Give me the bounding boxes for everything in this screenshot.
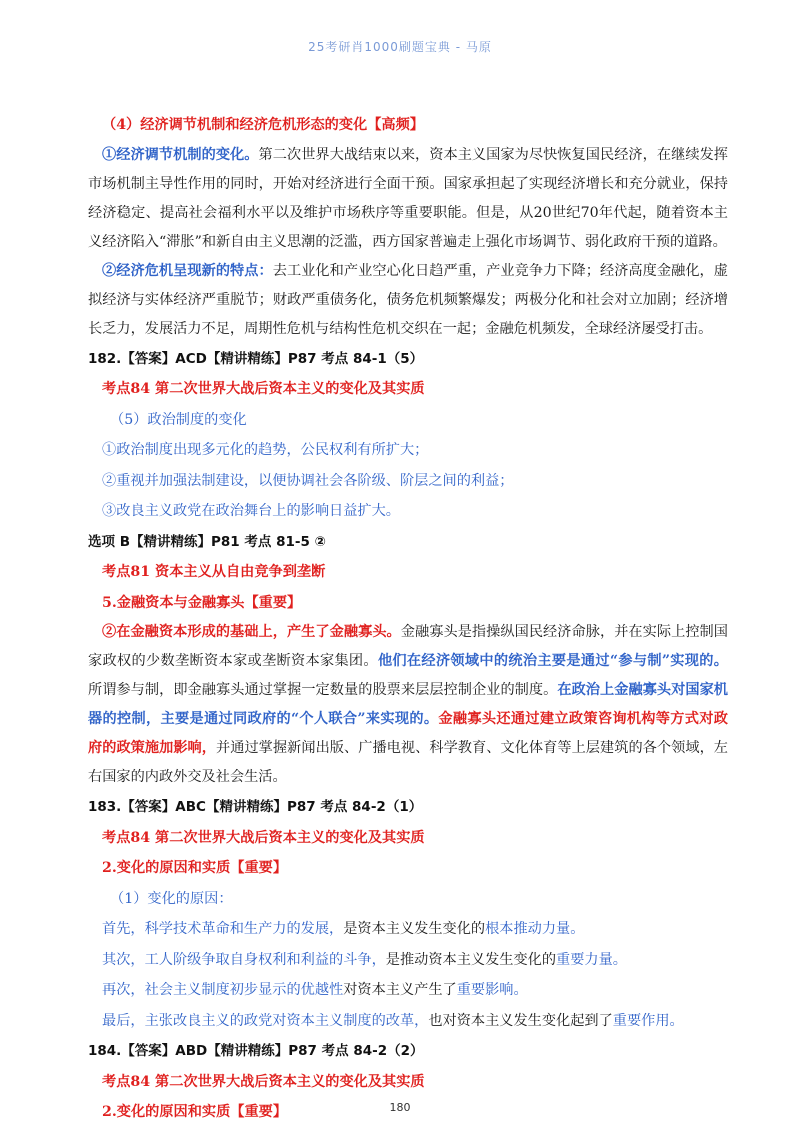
section-4-paragraph-2: [88, 257, 728, 344]
running-header: 25考研肖1000刷题宝典 - 马原: [308, 40, 492, 54]
cause-text: 再次，社会主义制度初步显示的优越性: [102, 982, 344, 998]
question-183-subsubtitle: （1）变化的原因：: [110, 890, 233, 907]
highlight-blue: 他们在经济领域中的统治主要是通过“参与制”实现的。: [377, 653, 728, 669]
option-b-paragraph: [88, 618, 728, 792]
cause-text: 首先，科学技术革命和生产力的发展，: [102, 921, 344, 937]
question-182-topic: 考点84 第二次世界大战后资本主义的变化及其实质: [102, 381, 425, 397]
plain-text: 并通过掌握新闻出版、广播电视、科学教育、文化体育等上层建筑的各个领域，左右国家的内政外交及社会生活。: [88, 740, 728, 785]
page-number: 180: [389, 1101, 411, 1114]
para-body: 去工业化和产业空心化日趋严重，产业竞争力下降；经济高度金融化，虚拟经济与实体经济严重脱节；财政严重债务化，债务危机频繁爆发；两极分化和社会对立加剧；经济增长乏力，发展活力不足，周期性危机与结构性危机交织在一起；金融危机频发，全球经济屡受打击。: [88, 262, 728, 337]
plain-text: 对资本主义产生了: [343, 982, 457, 998]
question-182-item: ③改良主义政党在政治舞台上的影响日益扩大。: [102, 503, 400, 519]
question-182-subtitle: （5）政治制度的变化: [110, 411, 247, 428]
page-body: [88, 110, 728, 1128]
question-182-header: 182.【答案】ACD【精讲精练】P87 考点 84-1（5）: [88, 350, 424, 367]
question-183-line: [88, 914, 728, 945]
role-text: 重要力量。: [556, 951, 627, 968]
question-183-line: [88, 975, 728, 1006]
question-183-line: [88, 1006, 728, 1037]
question-183-subtitle: 2.变化的原因和实质【重要】: [102, 860, 288, 876]
plain-text: 所谓参与制，即金融寡头通过掌握一定数量的股票来层层控制企业的制度。: [88, 682, 558, 698]
plain-text: 是推动资本主义发生变化的: [385, 951, 557, 968]
question-182-item: ①政治制度出现多元化的趋势，公民权利有所扩大；: [102, 442, 429, 458]
cause-text: 最后，主张改良主义的政党对资本主义制度的改革，: [102, 1012, 429, 1029]
question-184-subtitle: 2.变化的原因和实质【重要】: [102, 1104, 288, 1120]
plain-text: 是资本主义发生变化的: [343, 921, 486, 937]
highlight-blue: 在政治上金融寡头对国家机器的控制，主要是通过同政府的“个人联合”来实现的。: [88, 682, 728, 727]
section-4-paragraph-1: [88, 141, 728, 257]
option-b-subtitle: 5.金融资本与金融寡头【重要】: [102, 594, 302, 611]
option-b-topic: 考点81 资本主义从自由竞争到垄断: [102, 564, 326, 580]
para-body: 第二次世界大战结束以来，资本主义国家为尽快恢复国民经济，在继续发挥市场机制主导性作用的同时，开始对经济进行全面干预。国家承担起了实现经济增长和充分就业，保持经济稳定、提高社会福利水平以及维护市场秩序等重要职能。但是，从20世纪70年代起，随着资本主义经济陷入“滞胀”和新自由主义思潮的泛滥，西方国家普遍走上强化市场调节、弱化政府干预的道路。: [88, 146, 728, 250]
question-183-header: 183.【答案】ABC【精讲精练】P87 考点 84-2（1）: [88, 799, 423, 815]
plain-text: 金融寡头是指操纵国民经济命脉，并在实际上控制国家政权的少数垄断资本家或垄断资本家集团。: [88, 624, 728, 669]
para-lead: ②经济危机呈现新的特点：: [102, 262, 273, 279]
section-4-title: （4）经济调节机制和经济危机形态的变化【高频】: [102, 117, 424, 133]
question-183-topic: 考点84 第二次世界大战后资本主义的变化及其实质: [102, 829, 425, 846]
role-text: 根本推动力量。: [485, 921, 585, 937]
plain-text: 也对资本主义发生变化起到了: [428, 1012, 613, 1029]
role-text: 重要影响。: [456, 982, 528, 998]
cause-text: 其次，工人阶级争取自身权利和利益的斗争，: [102, 951, 386, 968]
option-b-header: 选项 B【精讲精练】P81 考点 81-5 ②: [88, 533, 326, 550]
question-183-line: [88, 945, 728, 976]
para-lead: ①经济调节机制的变化。: [102, 146, 259, 163]
question-184-topic: 考点84 第二次世界大战后资本主义的变化及其实质: [102, 1073, 425, 1090]
question-184-header: 184.【答案】ABD【精讲精练】P87 考点 84-2（2）: [88, 1043, 424, 1059]
highlight-red: 金融寡头还通过建立政策咨询机构等方式对政府的政策施加影响，: [88, 711, 728, 756]
highlight-red: ②在金融资本形成的基础上，产生了金融寡头。: [102, 624, 401, 640]
question-182-item: ②重视并加强法制建设，以便协调社会各阶级、阶层之间的利益；: [102, 472, 514, 489]
role-text: 重要作用。: [612, 1012, 684, 1029]
